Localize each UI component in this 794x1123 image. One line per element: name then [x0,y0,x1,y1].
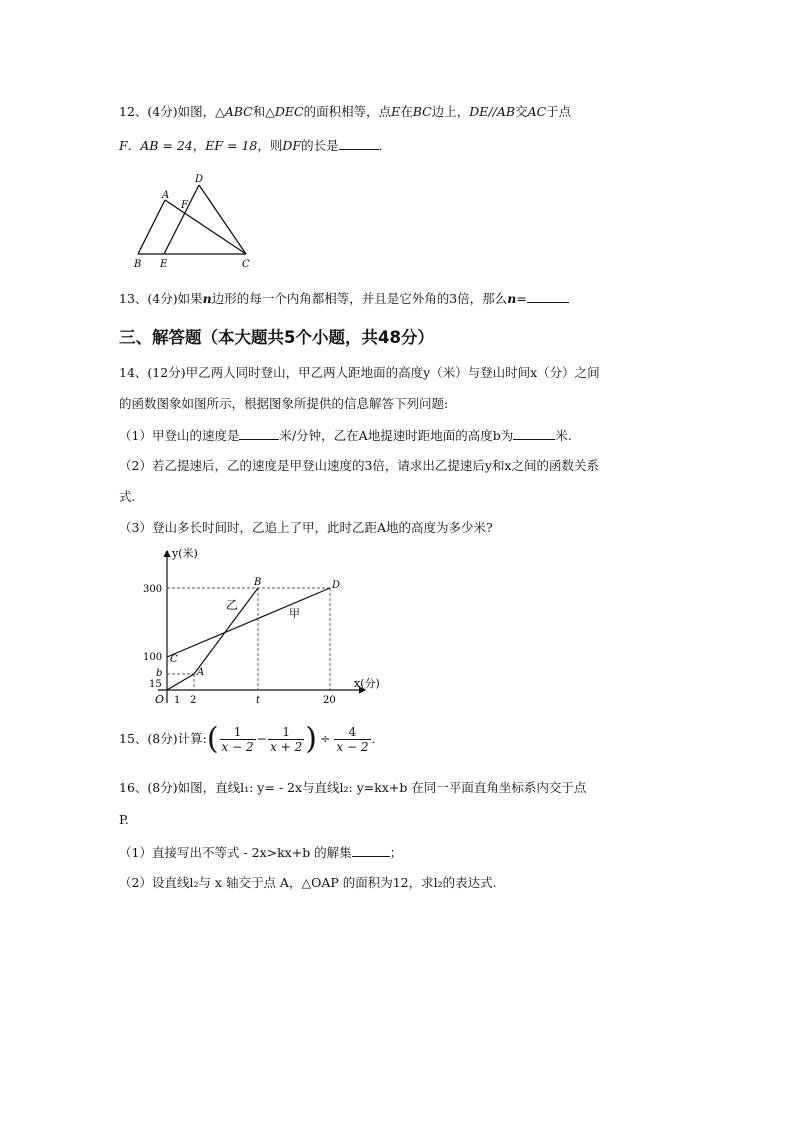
section-3-heading: 三、解答题（本大题共5个小题，共48分） [119,328,434,347]
q14-part2-line1: （2）若乙提速后，乙的速度是甲登山速度的3倍，请求出乙提速后y和x之间的函数关系 [119,458,600,473]
q12-triangle-figure [128,168,258,273]
series-yi-line [167,588,258,690]
q16-line1: 16、(8分)如图，直线l₁: y= - 2x与直线l₂: y=kx+b 在同一平面直角坐标系内交于点 [119,780,587,795]
graph-y-label: y(米) [172,547,198,560]
q13-answer-blank[interactable] [527,290,569,303]
xtick-2: 2 [190,695,197,706]
q16-part1: （1）直接写出不等式 - 2x>kx+b 的解集 ； [119,845,403,860]
q12-line1: 12、(4分)如图，△ABC和△DEC的面积相等，点E在BC边上，DE//AB交AC于点 [119,104,572,119]
point-C: C [170,654,178,665]
q13-line: 13、(4分)如果n边形的每一个内角都相等，并且是它外角的3倍，那么n= [119,290,569,307]
fig12-label-F: F [181,200,188,211]
q14-line1: 14、(12分)甲乙两人同时登山，甲乙两人距地面的高度y（米）与登山时间x（分）之间 [119,365,600,380]
ytick-b: b [156,668,163,679]
point-D: D [332,580,341,591]
q15-fraction-3: $\frac{4}{x - 2}$ [336,725,369,754]
ytick-100: 100 [143,652,163,663]
q14-function-graph [140,545,410,710]
graph-x-label: x(分) [354,677,380,690]
series-yi-label: 乙 [226,598,239,612]
point-A: A [197,667,205,678]
q15-line: 15、(8分)计算:( $\frac{1}{x - 2}$ − $\frac{1}{x + 2}$ ) ÷ $\frac{4}{x - 2}$ . [119,721,376,757]
q14-line2: 的函数图象如图所示，根据图象所提供的信息解答下列问题: [119,396,449,411]
q16-line2: P. [119,812,129,827]
q16-part2: （2）设直线l₂与 x 轴交于点 A，△OAP 的面积为12，求l₂的表达式. [119,875,497,890]
xtick-t: t [256,695,261,706]
fig12-label-D: D [195,174,204,185]
graph-origin: O [155,693,165,706]
q15-fraction-1: $\frac{1}{x - 2}$ [221,725,254,754]
q16-solution-blank[interactable] [352,844,390,857]
q14-speed-blank[interactable] [239,427,279,440]
series-jia-line [167,588,330,657]
fig12-label-B: B [134,259,142,270]
fig12-label-E: E [160,259,168,270]
series-jia-label: 甲 [289,607,300,620]
q14-part1: （1）甲登山的速度是 米/分钟，乙在A地提速时距地面的高度b为 米. [119,428,572,443]
q12-answer-blank[interactable] [339,137,379,150]
fig12-label-A: A [162,190,170,201]
ytick-300: 300 [143,584,163,595]
q14-part2-line2: 式. [119,489,136,504]
q12-line2: F．AB = 24，EF = 18，则DF的长是 ． [119,138,392,153]
ytick-15: 15 [149,679,162,690]
xtick-20: 20 [323,695,336,706]
q15-fraction-2: $\frac{1}{x + 2}$ [270,725,303,754]
q14-part3: （3）登山多长时间时，乙追上了甲，此时乙距A地的高度为多少米? [119,520,493,535]
q12-number: 12、(4分)如图， [119,104,216,119]
point-B: B [254,577,262,588]
fig12-label-C: C [242,259,250,270]
xtick-1: 1 [174,695,181,706]
q14-height-blank[interactable] [513,427,555,440]
